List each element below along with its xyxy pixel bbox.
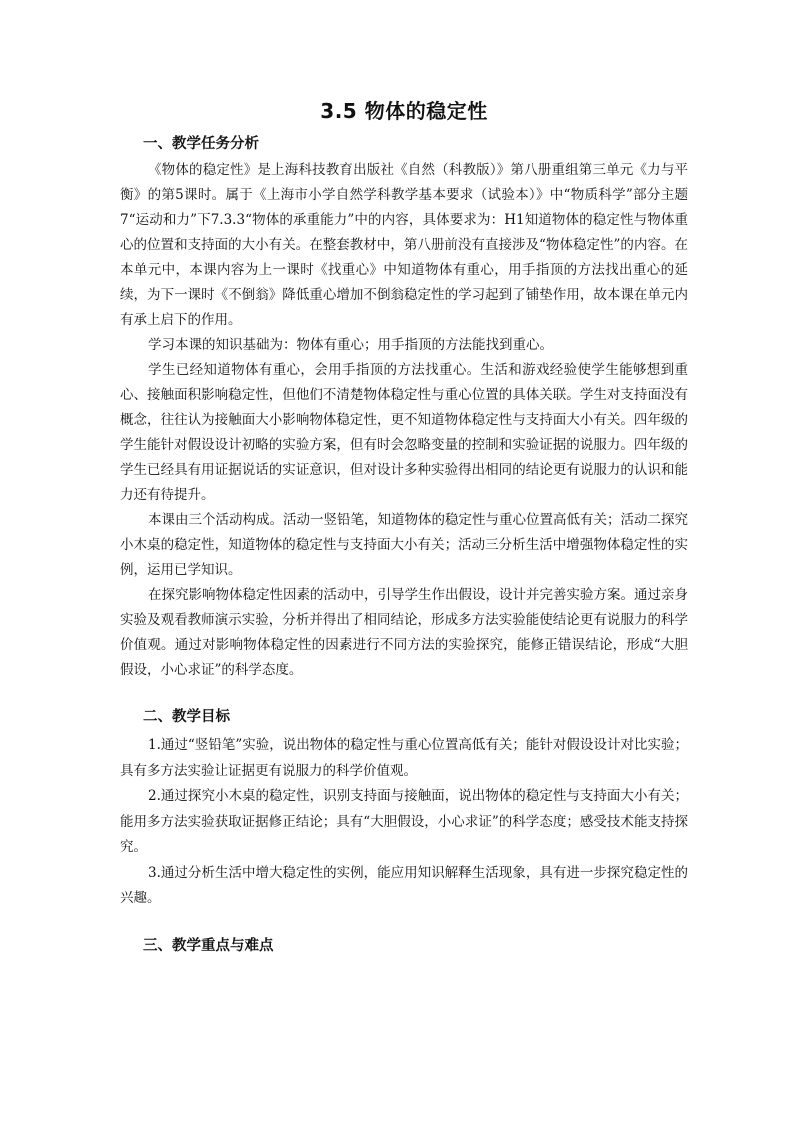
section-heading-task-analysis: 一、教学任务分析 — [143, 136, 259, 152]
paragraph: 学习本课的知识基础为：物体有重心；用手指顶的方法能找到重心。 — [148, 337, 553, 353]
document-body — [120, 98, 688, 958]
paragraph: 《物体的稳定性》是上海科技教育出版社《自然（科教版）》第八册重组第三单元《力与平衡》的第5课时。属于《上海市小学自然学科教学基本要求（试验本）》中“物质科学”部分主题7“运动和力”下7.3.3“物体的承重能力”中的内容，具体要求为：H1知道物体的稳定性与物体重心的位置和支持面的大小有关。在整套教材中，第八册前没有直接涉及“物体稳定性”的内容。在本单元中，本课内容为上一课时《找重心》中知道物体有重心，用手指顶的方法找出重心的延续，为下一课时《不倒翁》降低重心增加不倒翁稳定性的学习起到了铺垫作用，故本课在单元内有承上启下的作用。 — [120, 162, 688, 328]
objective-item: 3.通过分析生活中增大稳定性的实例，能应用知识解释生活现象，具有进一步探究稳定性的兴趣。 — [120, 864, 688, 906]
page-title: 3.5 物体的稳定性 — [320, 99, 488, 123]
section-heading-key-points: 三、教学重点与难点 — [143, 937, 274, 954]
section-heading-teaching-goals: 二、教学目标 — [143, 709, 230, 725]
paragraph: 本课由三个活动构成。活动一竖铅笔，知道物体的稳定性与重心位置高低有关；活动二探究小木桌的稳定性，知道物体的稳定性与支持面大小有关；活动三分析生活中增强物体稳定性的实例，运用已学知识。 — [120, 512, 688, 578]
paragraph: 在探究影响物体稳定性因素的活动中，引导学生作出假设，设计并完善实验方案。通过亲身实验及观看教师演示实验，分析并得出了相同结论，形成多方法实验能使结论更有说服力的科学价值观。通过对影响物体稳定性的因素进行不同方法的实验探究，能修正错误结论，形成“大胆假设，小心求证”的科学态度。 — [120, 587, 688, 678]
objective-item: 1.通过“竖铅笔”实验，说出物体的稳定性与重心位置高低有关；能针对假设设计对比实验；具有多方法实验让证据更有说服力的科学价值观。 — [120, 737, 688, 779]
paragraph: 学生已经知道物体有重心，会用手指顶的方法找重心。生活和游戏经验使学生能够想到重心、接触面积影响稳定性，但他们不清楚物体稳定性与重心位置的具体关联。学生对支持面没有概念，往往认为接触面大小影响物体稳定性，更不知道物体稳定性与支持面大小有关。四年级的学生能针对假设设计初略的实验方案，但有时会忽略变量的控制和实验证据的说服力。四年级的学生已经具有用证据说话的实证意识，但对设计多种实验得出相同的结论更有说服力的认识和能力还有待提升。 — [120, 362, 688, 503]
objective-item: 2.通过探究小木桌的稳定性，识别支持面与接触面，说出物体的稳定性与支持面大小有关；能用多方法实验获取证据修正结论；具有“大胆假设，小心求证”的科学态度；感受技术能支持探究。 — [120, 788, 688, 855]
